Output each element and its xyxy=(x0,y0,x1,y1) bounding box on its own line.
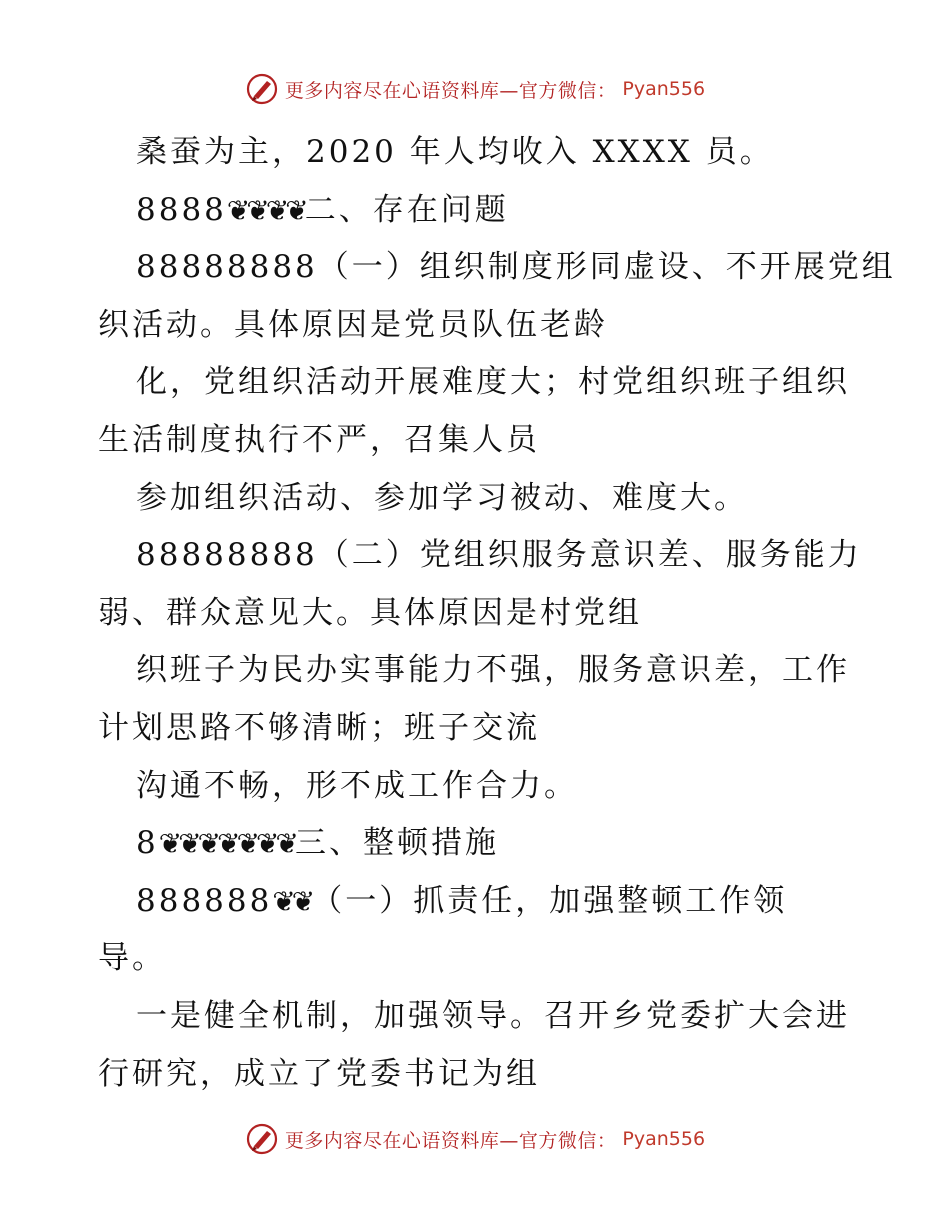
text-line: 参加组织活动、参加学习被动、难度大。 xyxy=(136,479,748,516)
ornament-glyphs: ❦❦ xyxy=(272,884,312,918)
text-line: 一是健全机制，加强领导。召开乡党委扩大会进 xyxy=(136,997,850,1034)
text-line: 生活制度执行不严，召集人员 xyxy=(98,421,540,458)
watermark-text: 更多内容尽在心语资料库—官方微信： xyxy=(284,79,617,102)
text-line: 行研究，成立了党委书记为组 xyxy=(98,1055,540,1092)
watermark-contact: Pyan556 xyxy=(622,1128,706,1150)
pen-logo-icon xyxy=(245,1122,279,1156)
text-line: 桑蚕为主，2020 年人均收入 XXXX 员。 xyxy=(136,134,774,170)
ornament-glyphs: ❦❦❦❦❦❦❦ xyxy=(158,827,295,861)
text-line: 弱、群众意见大。具体原因是村党组 xyxy=(98,594,642,631)
text-line: 88888888（二）党组织服务意识差、服务能力 xyxy=(136,537,862,574)
text-line: 88888888（一）组织制度形同虚设、不开展党组 xyxy=(136,249,896,286)
text-line: 导。 xyxy=(98,940,166,977)
document-body xyxy=(98,124,896,1103)
text-line: 计划思路不够清晰；班子交流 xyxy=(98,709,540,746)
text-line: 8888❦❦❦❦二、存在问题 xyxy=(98,182,858,240)
watermark-contact: Pyan556 xyxy=(622,78,706,100)
pen-logo-icon xyxy=(245,72,279,106)
text-line: 织活动。具体原因是党员队伍老龄 xyxy=(98,306,608,343)
header-watermark xyxy=(0,72,950,106)
footer-watermark xyxy=(0,1122,950,1156)
text-line: 化，党组织活动开展难度大；村党组织班子组织 xyxy=(136,364,850,401)
text-line: 沟通不畅，形不成工作合力。 xyxy=(136,767,578,804)
watermark-text: 更多内容尽在心语资料库—官方微信： xyxy=(284,1129,617,1152)
text-line: 888888❦❦（一）抓责任，加强整顿工作领 xyxy=(98,873,858,931)
text-line: 8❦❦❦❦❦❦❦三、整顿措施 xyxy=(98,815,858,873)
text-line: 织班子为民办实事能力不强，服务意识差，工作 xyxy=(136,652,850,689)
ornament-glyphs: ❦❦❦❦ xyxy=(226,193,305,227)
